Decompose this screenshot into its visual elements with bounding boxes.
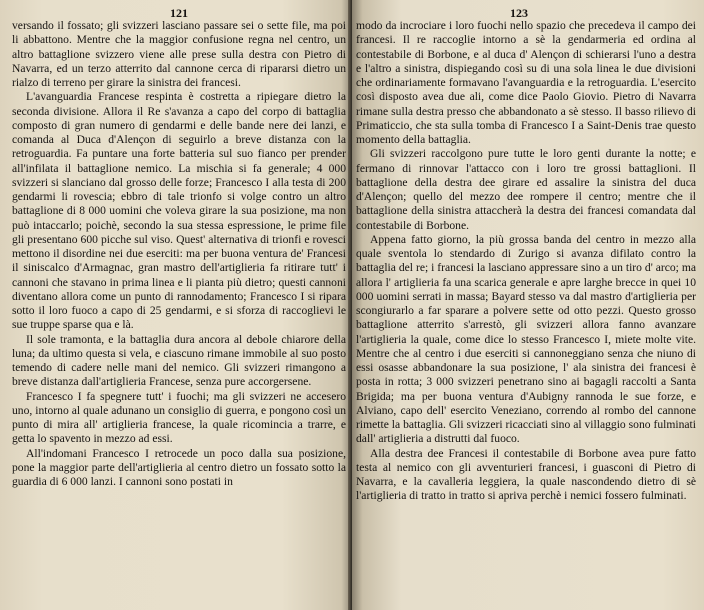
left-paragraph-4: Francesco I fa spegnere tutt' i fuochi; ma gli svizzeri ne accesero uno, intorno al quale adunano un consiglio di guerra, e pongono così un punto di mira all' artiglieria francese, la quale ricomincia a trarre, e getta lo spavento in mezzo ad essi.: [12, 389, 346, 446]
right-paragraph-4: Alla destra dee Francesi il contestabile di Borbone avea pure fatto testa al nemico con gli avventurieri francesi, i guasconi di Pietro di Navarra, e la cavalleria leggiera, la quale nascondendo dietro di sè l'artiglieria di tratto in tratto si apriva perchè i nemici fossero fulminati.: [356, 446, 696, 503]
right-page-number: 123: [510, 6, 528, 20]
left-page-number: 121: [170, 6, 188, 20]
left-paragraph-2: L'avanguardia Francese respinta è costretta a ripiegare dietro la seconda divisione. Allora il Re s'avanza a capo del corpo di battaglia composto di gran numero di gendarmi e delle bande nere dei lanzi, e comanda al Duca d'Alençon di seguirlo a breve distanza con la retroguardia. Fa puntare una forte batteria sul suo fianco per prender all'infilata il battaglione nemico. La mischia si fa generale; 4 000 svizzeri si slanciano dal grosso delle forze; Francesco I alla testa di 200 gendarmi li rovescia; ebbro di tale trionfo si volge contro un altro battaglione di 8 000 uomini che voleva girare la sua posizione, ma non può intaccarlo; poichè, secondo la sua stessa espressione, le prime file gli presentano 600 picche sul viso. Quest' alternativa di trionfi e rovesci mettono il disordine nei due eserciti: ma per buona ventura de' Francesi il siniscalco d'Armagnac, gran mastro dell'artiglieria fa ritirare tutt' i cannoni che stavano in prima linea e li pianta più dietro; questi cannoni diventano allora come un punto di rannodamento; Francesco I si ripara sotto il loro fuoco a capo di 25 gendarmi, e si sforza di raccoglievi le sue truppe sparse qua e là.: [12, 90, 346, 332]
right-paragraph-3: Appena fatto giorno, la più grossa banda del centro in mezzo alla quale sventola lo stendardo di Zurigo si avanza difilato contro la battaglia del re; i francesi la lasciano appressare sino a un tiro d' arco; ma allora l' artiglieria fa una scarica generale e apre larghe brecce in quei 10 000 uomini serrati in massa; Bayard stesso va dal mastro d'artiglieria per scongiurarlo a far sparare a polvere sette od otto pezzi. Questo grosso battaglione atterrito s'arrestò, gli svizzeri allora fanno avanzare l'artiglieria la quale, come dice lo stesso Francesco I, miete molte vite. Mentre che al centro i due eserciti si cannoneggiano senza che niuno di essi osasse abbandonare la sua posizione, l' ala sinistra dei francesi è posta in rotta; 3 000 svizzeri penetrano sino ai bagagli raccolti a Santa Brigida; ma per buona ventura d'Aubigny rannoda le sue forze, e Alviano, capo dell' esercito Veneziano, correndo al rombo del cannone rimette la battaglia. Gli svizzeri ricacciati sino al villaggio sono fulminati dall' artiglieria a distrutti dal fuoco.: [356, 232, 696, 446]
left-paragraph-5: All'indomani Francesco I retrocede un poco dalla sua posizione, pone la maggior parte dell'artiglieria al centro dietro un fossato sotto la guardia di 6 000 lanzi. I cannoni sono postati in: [12, 446, 346, 488]
left-paragraph-1: versando il fossato; gli svizzeri lasciano passare sei o sette file, ma poi li abbattono. Mentre che la maggior confusione regna nel centro, un altro battaglione svizzero viene alle prese sulla destra con Pietro di Navarra, ed un terzo atterrito dal cannone cerca di ripararsi dietro un rialzo di terreno per girare la sinistra dei francesi.: [12, 19, 346, 89]
left-page-text: [12, 19, 346, 489]
left-paragraph-3: Il sole tramonta, e la battaglia dura ancora al debole chiarore della luna; da ultimo questa si vela, e ciascuno rimane immobile al suo posto temendo di cadere nelle mani del nemico. Gli svizzeri rimangono a breve distanza dall'artiglieria Francese, senza pure accorgersene.: [12, 332, 346, 389]
right-page-text: [356, 19, 696, 504]
right-paragraph-2: Gli svizzeri raccolgono pure tutte le loro genti durante la notte; e fermano di rinnovar l'attacco con i loro tre grossi battaglioni. Il battaglione della destra dee girare ed assalire la sinistra del duca d'Alençon; quello del mezzo dee rompere il centro; mentre che il battaglione della sinistra attaccherà la destra dei francesi comandata dal contestabile di Borbone.: [356, 147, 696, 232]
right-page: [352, 0, 704, 610]
right-paragraph-1: modo da incrociare i loro fuochi nello spazio che precedeva il campo dei francesi. Il re raccoglie intorno a sè la gendarmeria ed ordina al contestabile di Borbone, e al duca d' Alençon di schierarsi l'uno a destra e l'altro a sinistra, dispiegando così su di una sola linea le due divisioni che ordinariamente formavano l'avanguardia e la retroguardia. L'esercito così disposto avea due ali, come dice Paolo Giovio. Pietro di Navarra rimane sulla destra presso che abbandonato a sè stesso. Il basso rilievo di Primaticcio, che sta sulla tomba di Francesco I a Saint-Denis trae questo momento della battaglia.: [356, 19, 696, 146]
